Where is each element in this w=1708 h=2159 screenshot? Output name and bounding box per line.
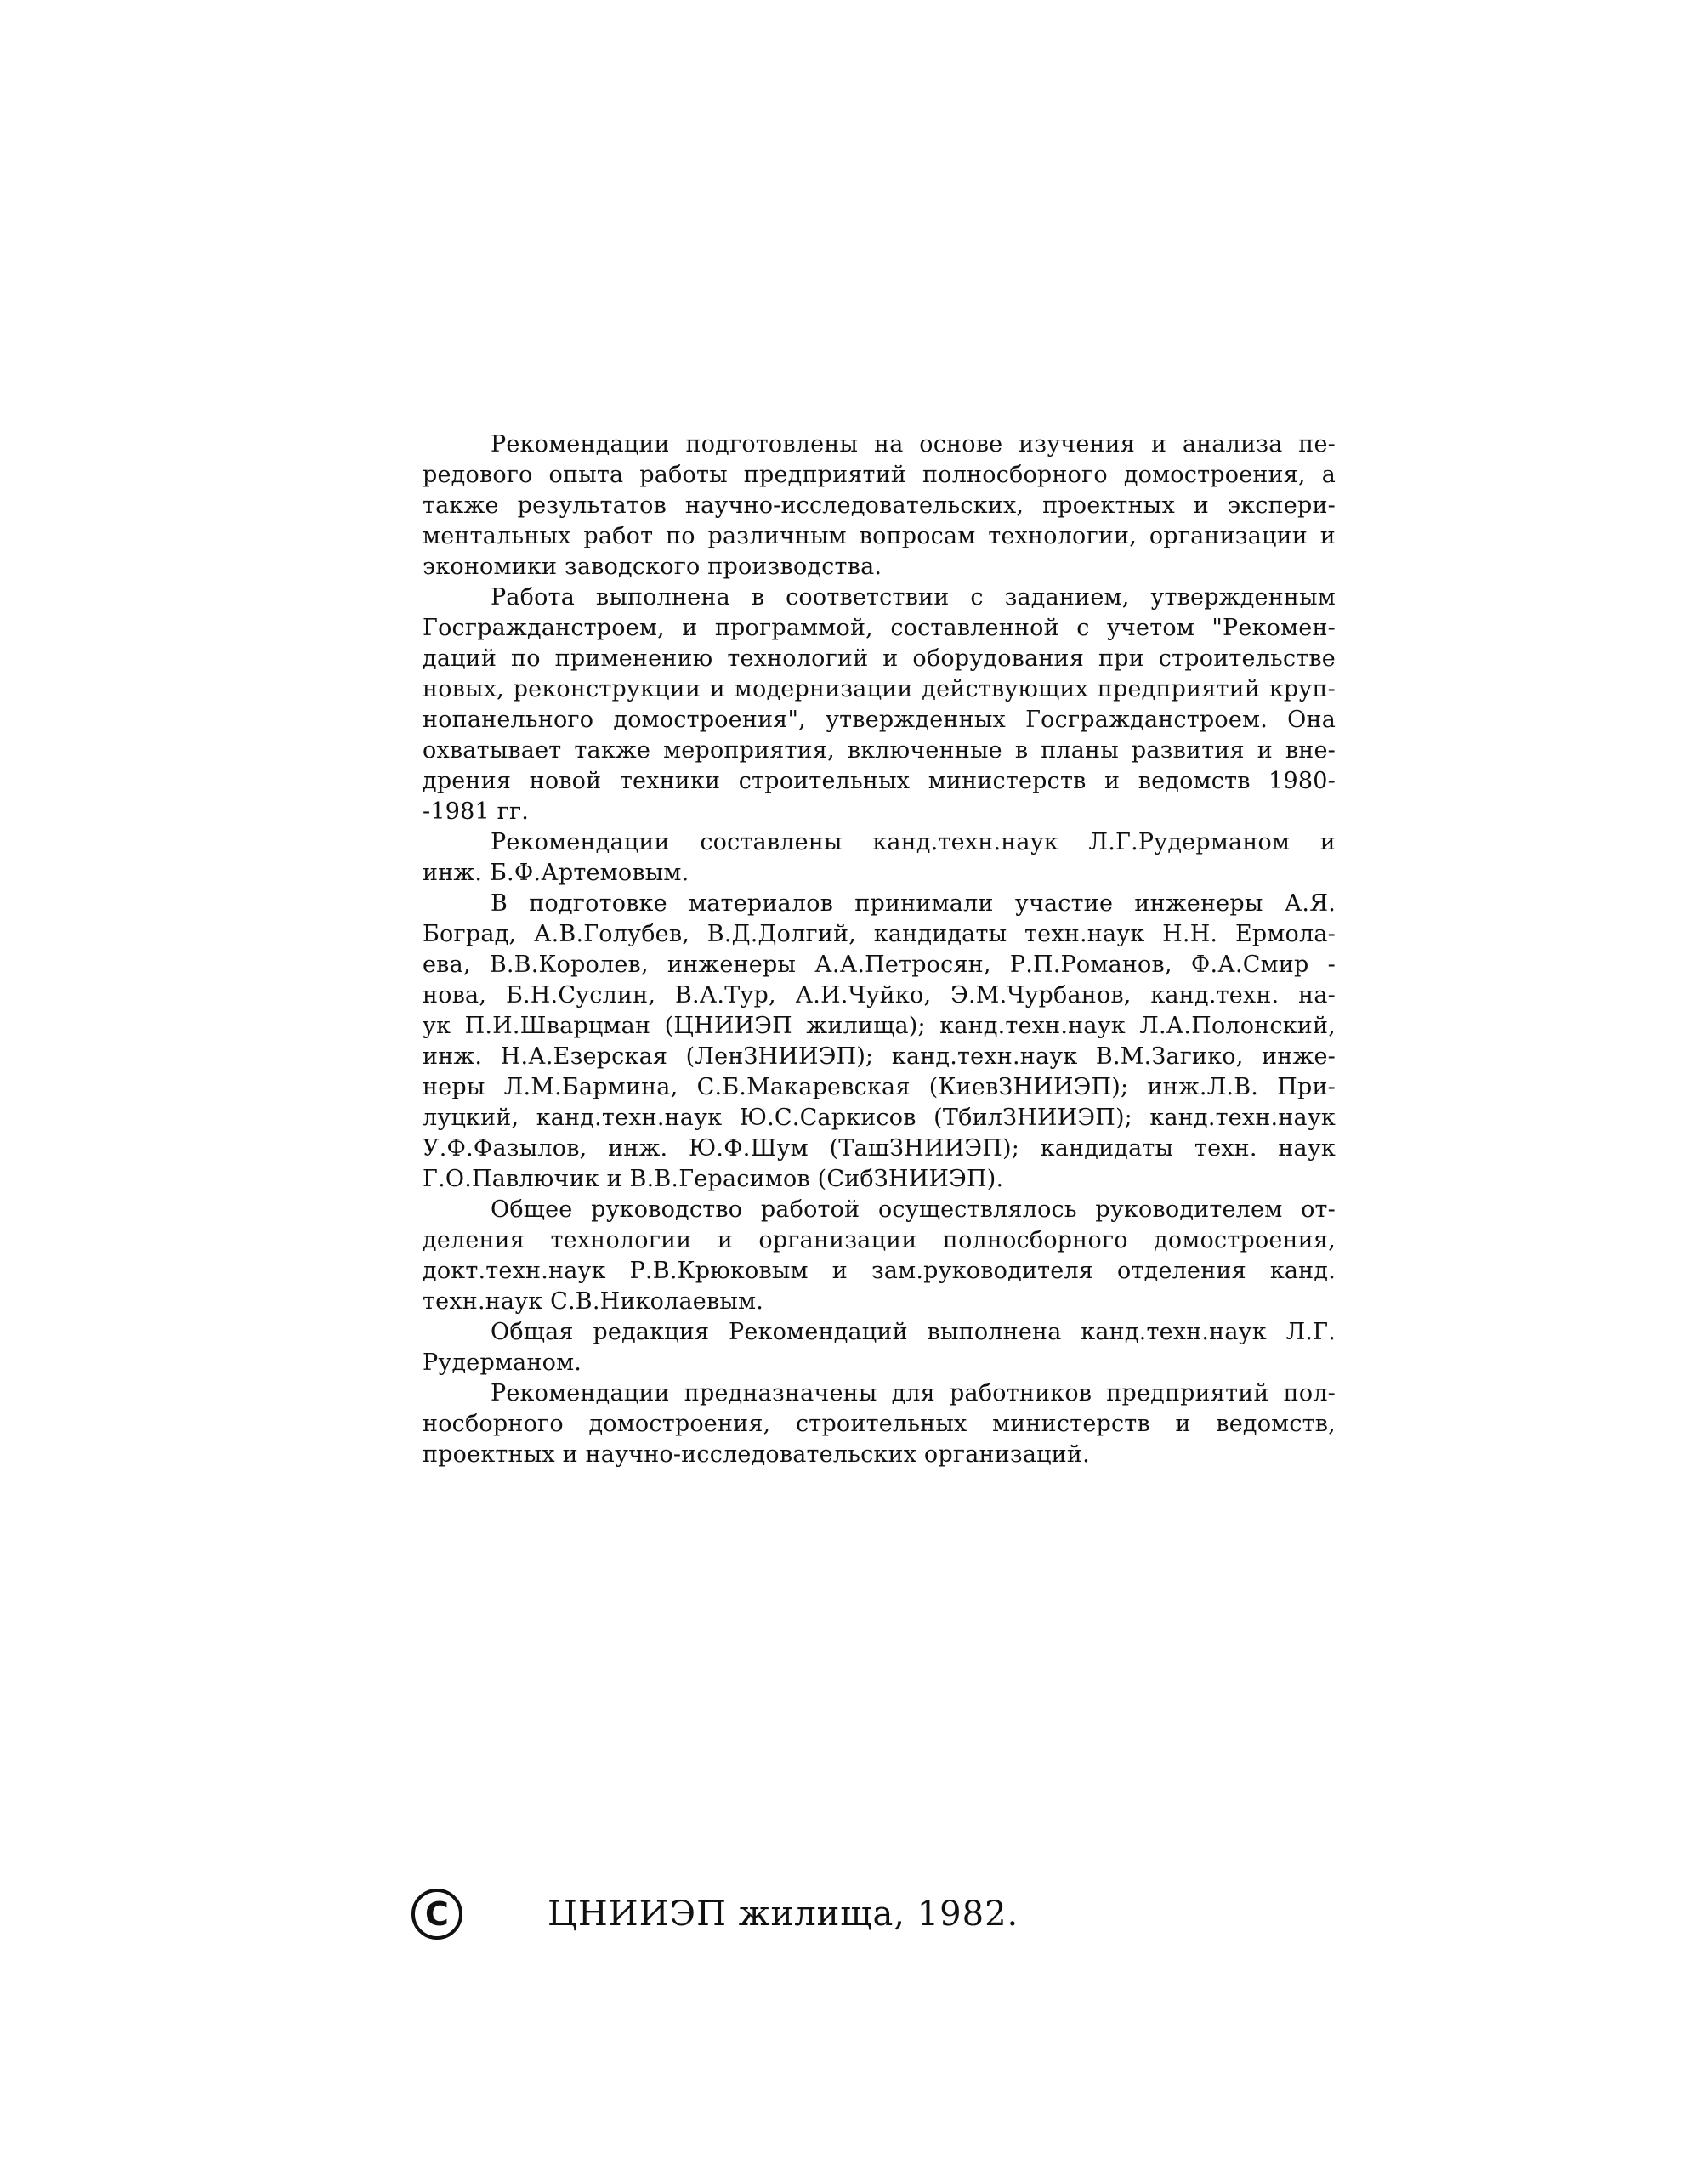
text-line: даций по применению технологий и оборудования при строительстве: [423, 645, 1336, 672]
text-line: Общая редакция Рекомендаций выполнена канд.техн.наук Л.Г.: [491, 1319, 1336, 1345]
text-line: Общее руководство работой осуществлялось руководителем от-: [491, 1196, 1336, 1223]
text-line: луцкий, канд.техн.наук Ю.С.Саркисов (ТбилЗНИИЭП); канд.техн.наук: [423, 1105, 1336, 1131]
paragraph: [423, 1195, 1336, 1317]
text-line: экономики заводского производства.: [423, 554, 882, 580]
text-line: инж. Б.Ф.Артемовым.: [423, 860, 689, 886]
text-line: дрения новой техники строительных министерств и ведомств 1980-: [423, 768, 1336, 794]
text-line: У.Ф.Фазылов, инж. Ю.Ф.Шум (ТашЗНИИЭП); кандидаты техн. наук: [423, 1135, 1336, 1162]
paragraph: [423, 582, 1336, 827]
text-line: инж. Н.А.Езерская (ЛенЗНИИЭП); канд.техн.наук В.М.Загико, инже-: [423, 1043, 1336, 1070]
paragraph: [423, 1317, 1336, 1378]
text-line: Рекомендации подготовлены на основе изучения и анализа пе-: [491, 431, 1336, 457]
text-line: Рудерманом.: [423, 1349, 582, 1376]
text-line: Рекомендации предназначены для работников предприятий пол-: [491, 1380, 1336, 1406]
copyright-footer: [411, 1884, 1019, 1944]
text-line: Рекомендации составлены канд.техн.наук Л.Г.Рудерманом и: [491, 829, 1336, 855]
text-line: также результатов научно-исследовательских, проектных и экспери-: [423, 492, 1336, 519]
text-line: Госгражданстроем, и программой, составленной с учетом "Рекомен-: [423, 615, 1336, 641]
text-line: Г.О.Павлючик и В.В.Герасимов (СибЗНИИЭП).: [423, 1166, 1004, 1192]
text-line: -1981 гг.: [423, 798, 530, 825]
text-line: неры Л.М.Бармина, С.Б.Макаревская (КиевЗНИИЭП); инж.Л.В. При-: [423, 1074, 1336, 1100]
paragraph: [423, 1378, 1336, 1470]
text-line: ментальных работ по различным вопросам технологии, организации и: [423, 523, 1336, 549]
copyright-icon: C: [411, 1889, 462, 1940]
text-line: деления технологии и организации полносборного домостроения,: [423, 1227, 1336, 1253]
paragraph: [423, 429, 1336, 582]
text-line: новых, реконструкции и модернизации действующих предприятий круп-: [423, 676, 1336, 702]
text-line: ук П.И.Шварцман (ЦНИИЭП жилища); канд.техн.наук Л.А.Полонский,: [423, 1013, 1336, 1039]
publisher-line: ЦНИИЭП жилища, 1982.: [548, 1895, 1019, 1934]
text-line: Боград, А.В.Голубев, В.Д.Долгий, кандидаты техн.наук Н.Н. Ермола-: [423, 921, 1336, 947]
text-line: нова, Б.Н.Суслин, В.А.Тур, А.И.Чуйко, Э.М.Чурбанов, канд.техн. на-: [423, 982, 1336, 1008]
text-line: нопанельного домостроения", утвержденных Госгражданстроем. Она: [423, 707, 1336, 733]
text-line: В подготовке материалов принимали участие инженеры А.Я.: [491, 890, 1336, 917]
text-line: докт.техн.наук Р.В.Крюковым и зам.руководителя отделения канд.: [423, 1258, 1336, 1284]
text-line: редового опыта работы предприятий полносборного домостроения, а: [423, 462, 1336, 488]
paragraph: [423, 827, 1336, 889]
body-text: [423, 429, 1336, 1470]
text-line: носборного домостроения, строительных министерств и ведомств,: [423, 1411, 1336, 1437]
text-line: проектных и научно-исследовательских организаций.: [423, 1441, 1090, 1468]
text-line: Работа выполнена в соответствии с заданием, утвержденным: [491, 584, 1336, 611]
paragraph: [423, 889, 1336, 1195]
text-line: техн.наук С.В.Николаевым.: [423, 1288, 763, 1315]
text-line: ева, В.В.Королев, инженеры А.А.Петросян, Р.П.Романов, Ф.А.Смир -: [423, 952, 1336, 978]
text-line: охватывает также мероприятия, включенные в планы развития и вне-: [423, 737, 1336, 764]
